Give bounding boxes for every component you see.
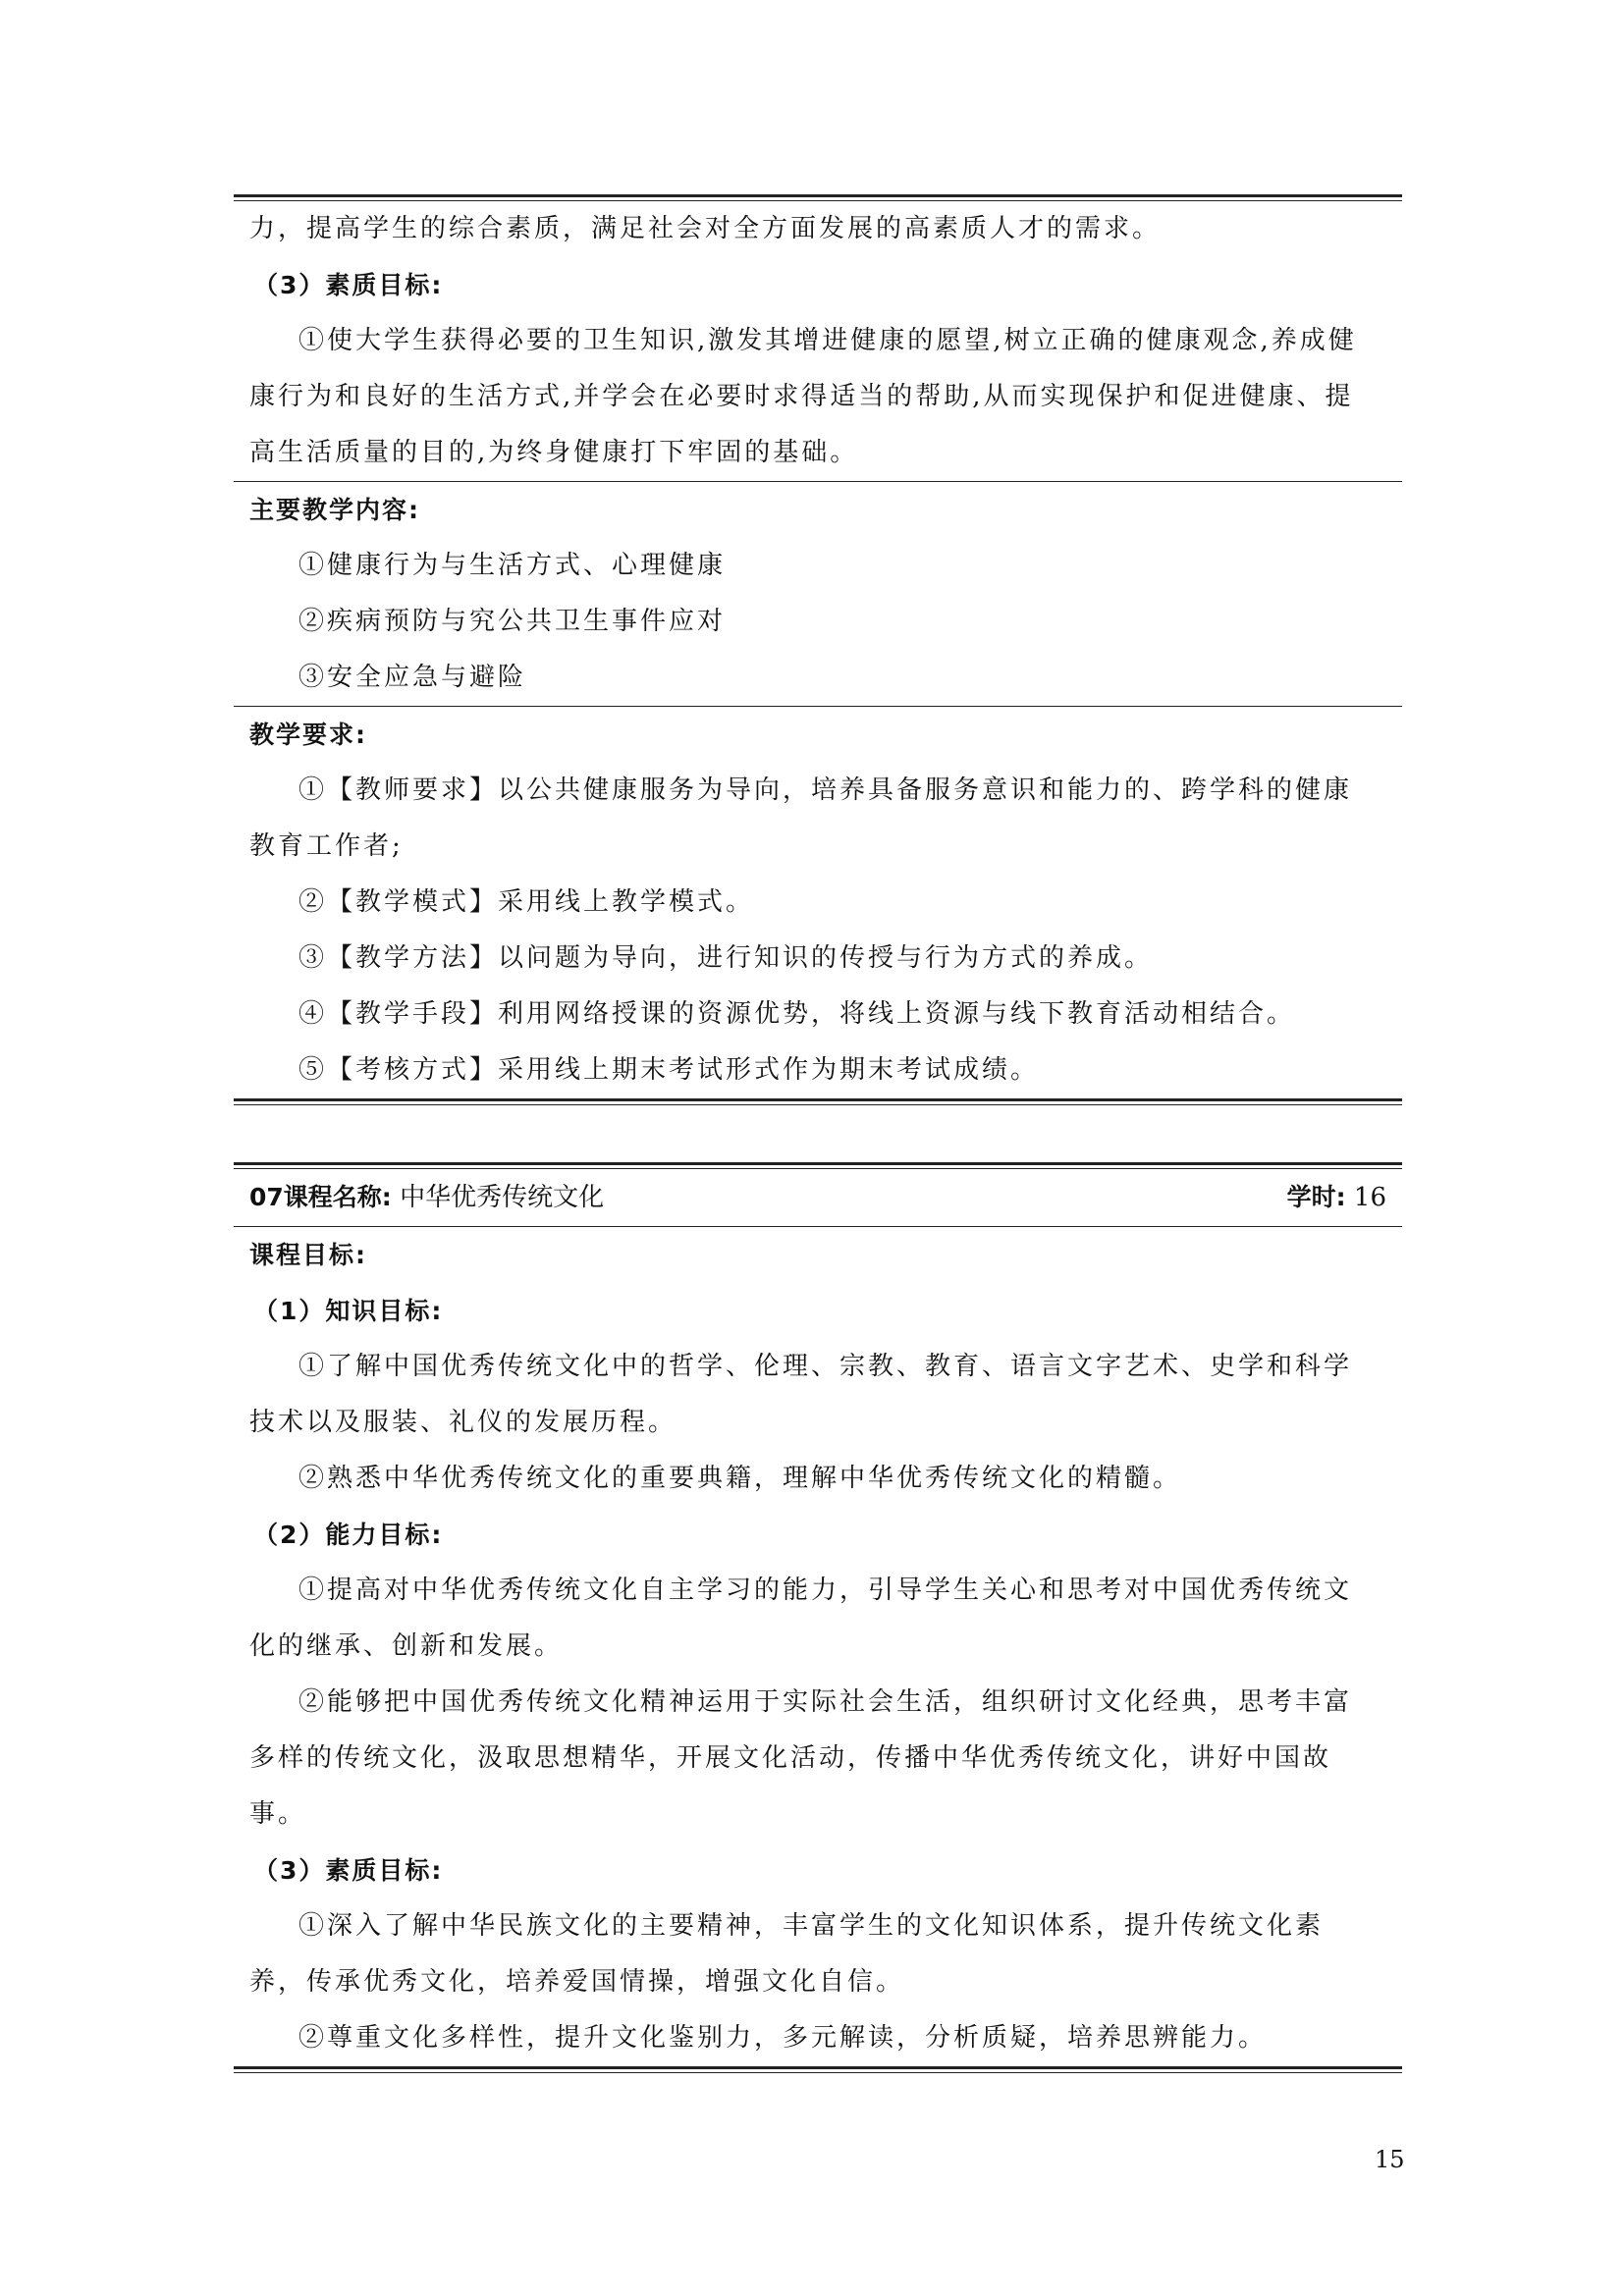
text-line: 技术以及服装、礼仪的发展历程。 (249, 1408, 677, 1437)
top-rule (234, 194, 1402, 201)
course-name (249, 1169, 604, 1226)
text-line: 康行为和良好的生活方式,并学会在必要时求得适当的帮助,从而实现保护和促进健康、提 (249, 382, 1354, 411)
quality-goal-heading: （3）素质目标: (253, 1856, 444, 1885)
text-line: ②【教学模式】采用线上教学模式。 (298, 887, 755, 917)
text-line: ④【教学手段】利用网络授课的资源优势，将线上资源与线下教育活动相结合。 (298, 999, 1296, 1029)
section-end-rule (234, 2066, 1402, 2073)
course-name-value: 中华优秀传统文化 (400, 1183, 605, 1212)
text-line: ⑤【考核方式】采用线上期末考试形式作为期末考试成绩。 (298, 1055, 1040, 1085)
course-hours (1287, 1169, 1386, 1226)
text-line: ②疾病预防与究公共卫生事件应对 (298, 607, 727, 636)
text-line: ③【教学方法】以问题为导向，进行知识的传授与行为方式的养成。 (298, 943, 1154, 973)
text-line: ①【教师要求】以公共健康服务为导向，培养具备服务意识和能力的、跨学科的健康 (298, 775, 1353, 805)
text-line: 教育工作者; (249, 831, 404, 861)
teaching-requirements-heading: 教学要求: (249, 721, 367, 749)
text-line: 养，传承优秀文化，培养爱国情操，增强文化自信。 (249, 1967, 905, 1997)
text-line: 化的继承、创新和发展。 (249, 1631, 564, 1661)
knowledge-goal-heading: （1）知识目标: (253, 1297, 444, 1325)
ability-goal-heading: （2）能力目标: (253, 1521, 444, 1549)
text-line: ①使大学生获得必要的卫生知识,激发其增进健康的愿望,树立正确的健康观念,养成健 (298, 326, 1357, 355)
document-body (234, 194, 1402, 2073)
course-title-row (234, 1169, 1402, 1226)
section-end-rule (234, 1098, 1402, 1105)
text-line: 多样的传统文化，汲取思想精华，开展文化活动，传播中华优秀传统文化，讲好中国故 (249, 1743, 1332, 1773)
text-line: ①提高对中华优秀传统文化自主学习的能力，引导学生关心和思考对中国优秀传统文 (298, 1575, 1353, 1605)
course-name-label: 07课程名称: (249, 1183, 392, 1211)
course-hours-value: 16 (1353, 1183, 1386, 1212)
text-line: 高生活质量的目的,为终身健康打下牢固的基础。 (249, 438, 859, 467)
text-line: ②能够把中国优秀传统文化精神运用于实际社会生活，组织研讨文化经典，思考丰富 (298, 1687, 1353, 1717)
text-line: ①健康行为与生活方式、心理健康 (298, 551, 727, 580)
quality-goal-heading: （3）素质目标: (253, 271, 444, 299)
teaching-content-heading: 主要教学内容: (249, 496, 420, 524)
text-line: 力，提高学生的综合素质，满足社会对全方面发展的高素质人才的需求。 (249, 214, 1162, 243)
page-number: 15 (1375, 2146, 1405, 2173)
course-top-rule (234, 1162, 1402, 1169)
text-line: ②尊重文化多样性，提升文化鉴别力，多元解读，分析质疑，培养思辨能力。 (298, 2023, 1268, 2053)
text-line: ①深入了解中华民族文化的主要精神，丰富学生的文化知识体系，提升传统文化素 (298, 1911, 1325, 1941)
course-hours-label: 学时: (1286, 1183, 1346, 1211)
text-line: ②熟悉中华优秀传统文化的重要典籍，理解中华优秀传统文化的精髓。 (298, 1464, 1182, 1493)
course-goal-heading: 课程目标: (249, 1241, 367, 1269)
text-line: ③安全应急与避险 (298, 663, 527, 692)
text-line: 事。 (249, 1799, 307, 1829)
text-line: ①了解中国优秀传统文化中的哲学、伦理、宗教、教育、语言文字艺术、史学和科学 (298, 1352, 1353, 1381)
